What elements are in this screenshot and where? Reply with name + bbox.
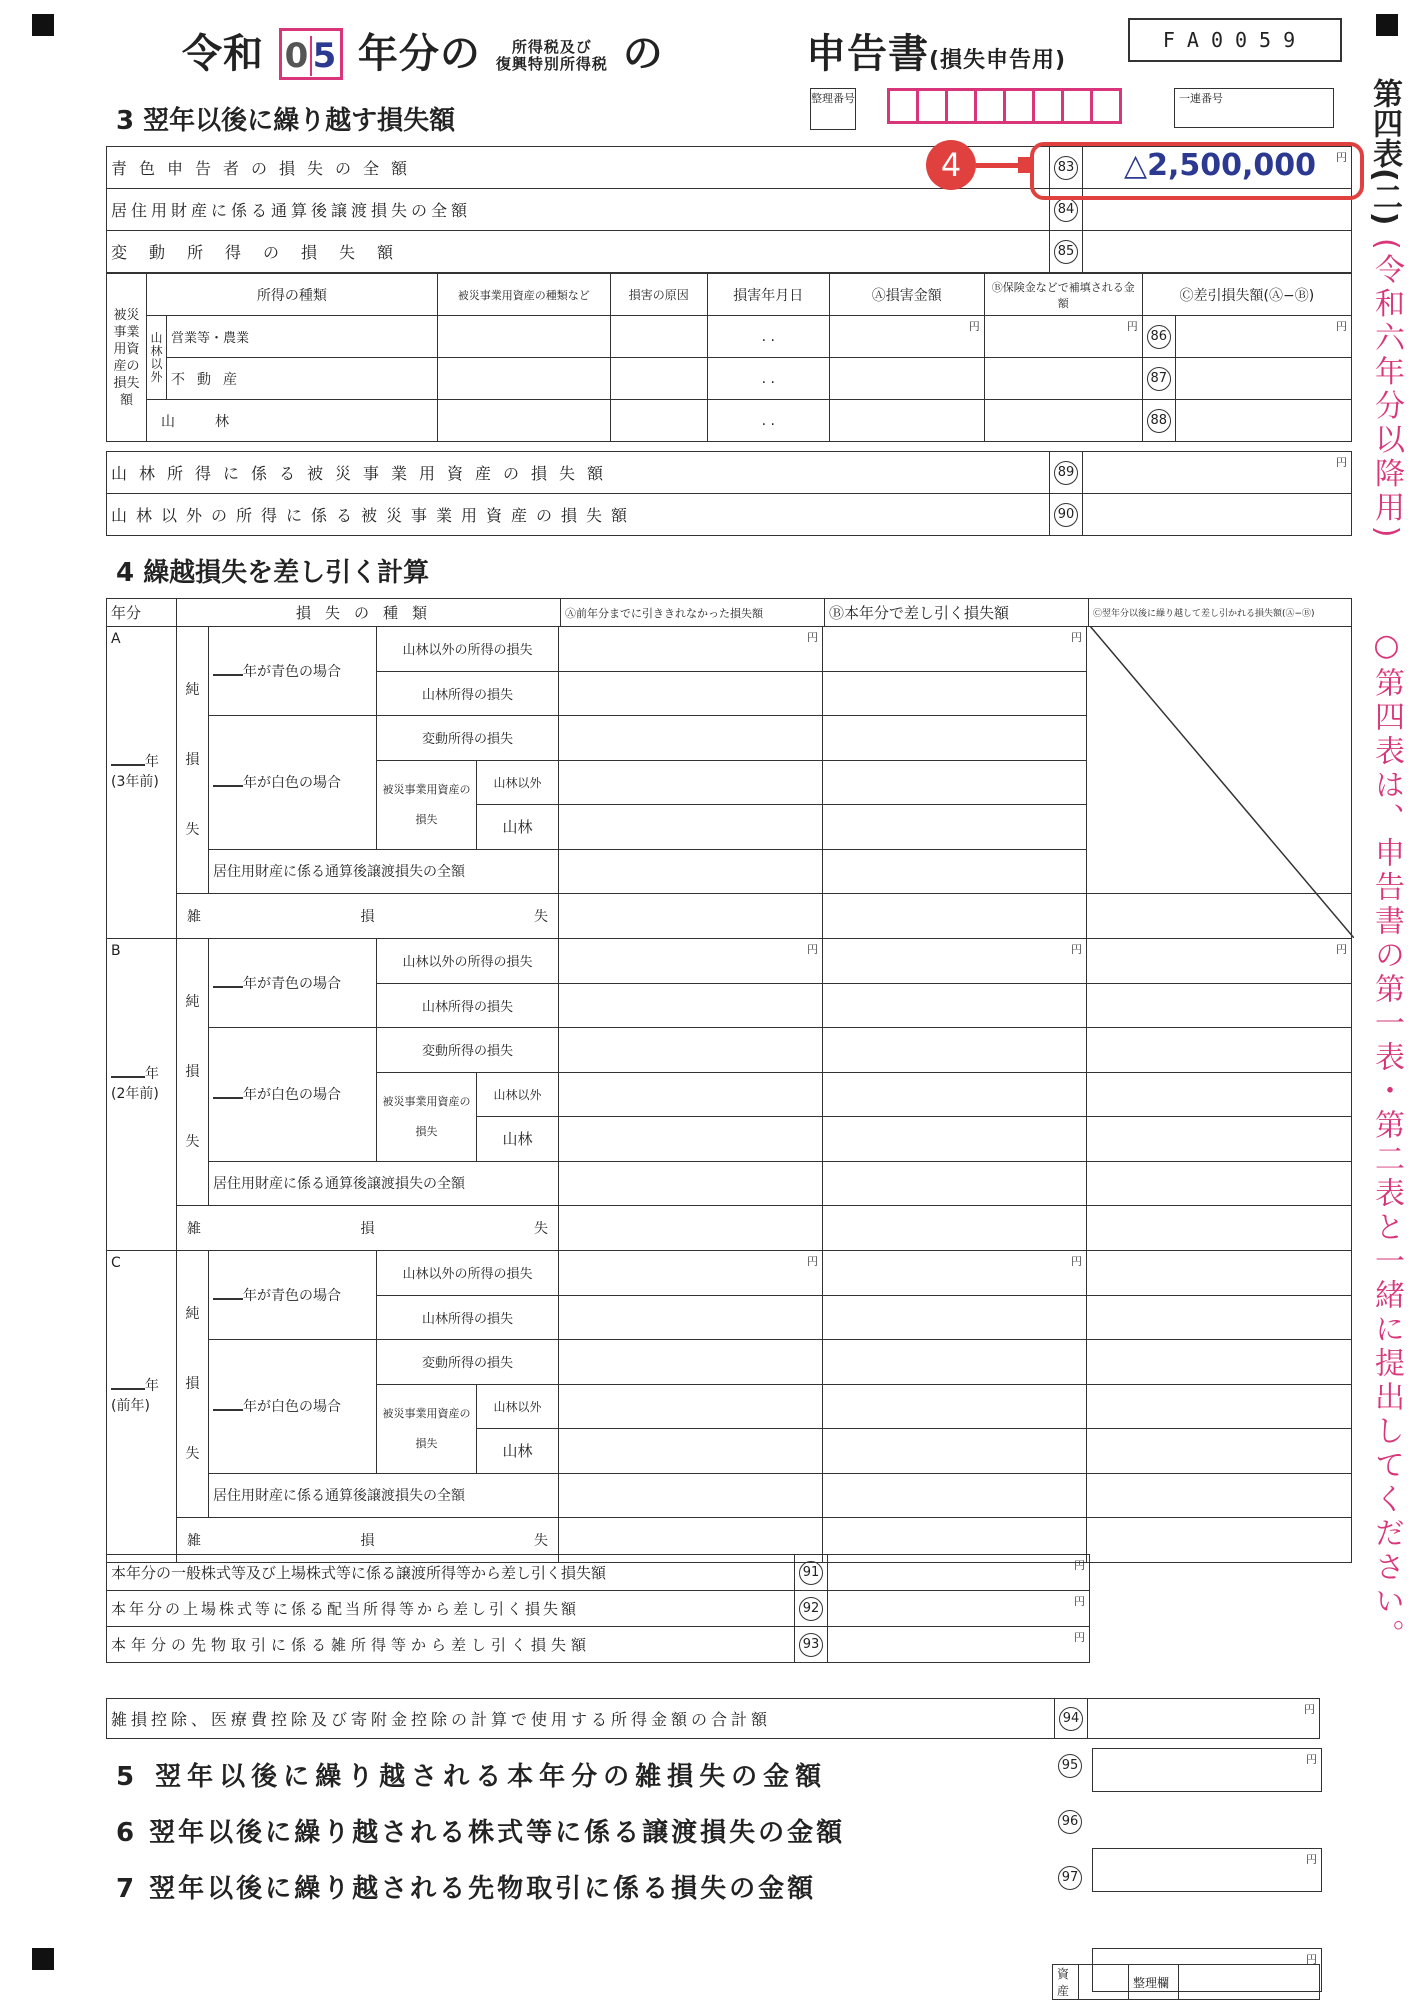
carryforward-field[interactable] <box>1087 1295 1352 1340</box>
amount-86-field[interactable]: 円 <box>1175 316 1351 358</box>
current-deduct-field[interactable] <box>823 1429 1087 1474</box>
carryforward-field[interactable] <box>1087 1429 1352 1474</box>
prior-loss-field[interactable] <box>559 1117 823 1162</box>
current-deduct-field[interactable] <box>823 805 1087 850</box>
insurance-field[interactable]: 円 <box>984 316 1142 358</box>
table-row: 本年分の先物取引に係る雑所得等から差し引く損失額 93 円 <box>107 1627 1090 1663</box>
table-row: 本年分の一般株式等及び上場株式等に係る譲渡所得等から差し引く損失額 91 円 <box>107 1555 1090 1591</box>
prior-loss-field[interactable] <box>559 1161 823 1206</box>
corner-mark <box>32 14 54 36</box>
amount-95-field[interactable]: 円 <box>1092 1748 1322 1792</box>
prior-loss-field[interactable]: 円 <box>559 627 823 672</box>
seiri-number-boxes[interactable] <box>890 88 1122 128</box>
amount-93-field[interactable]: 円 <box>828 1627 1090 1663</box>
table-row: 雑損控除、医療費控除及び寄附金控除の計算で使用する所得金額の合計額 94 円 <box>107 1699 1320 1739</box>
amount-91-field[interactable]: 円 <box>828 1555 1090 1591</box>
final-row-96: 96 <box>1058 1810 1082 1834</box>
table-row: 不動産 . . 87 <box>107 358 1352 400</box>
table-row: 山林所得に係る被災事業用資産の損失額 89 円 <box>107 452 1352 494</box>
amount-83-field[interactable]: 円 <box>1083 147 1352 189</box>
prior-loss-field[interactable] <box>559 1072 823 1117</box>
table-row: 居住用財産に係る通算後譲渡損失の全額 <box>107 1161 1352 1206</box>
table-row: 被災事業用資産の損失 山林以外 <box>107 1384 1352 1429</box>
carryover-block-b <box>106 938 1352 1251</box>
final-row-label: 5 翌年以後に繰り越される本年分の雑損失の金額 <box>116 1762 828 1792</box>
amount-83-value: △2,500,000 <box>1124 148 1316 183</box>
current-deduct-field[interactable] <box>823 1340 1087 1385</box>
prior-loss-field[interactable] <box>559 1028 823 1073</box>
table-row: 居住用財産に係る通算後譲渡損失の全額 <box>107 1473 1352 1518</box>
table-row: 年が白色の場合 変動所得の損失 <box>107 1028 1352 1073</box>
carryforward-field[interactable] <box>1087 1340 1352 1385</box>
carryforward-field[interactable] <box>1087 1072 1352 1117</box>
current-deduct-field[interactable] <box>823 1117 1087 1162</box>
table-row: 青色申告者の損失の全額 83 円 <box>107 147 1352 189</box>
table-row: 山林 . . 88 <box>107 400 1352 442</box>
table-row: B 年 (2年前) 純 損 失 年が青色の場合 山林以外の所得の損失 円 円 円 <box>107 939 1352 984</box>
cause-field[interactable] <box>610 316 707 358</box>
damage-amount-field[interactable]: 円 <box>829 316 984 358</box>
summary-table <box>106 1554 1090 1663</box>
ichiren-field[interactable]: 一連番号 <box>1174 88 1334 128</box>
table-row: 居住用財産に係る通算後譲渡損失の全額 <box>107 849 1352 894</box>
final-row-label: 7 翌年以後に繰り越される先物取引に係る損失の金額 <box>116 1874 817 1904</box>
amount-94-field[interactable]: 円 <box>1088 1699 1320 1739</box>
form-header: 令和 05 年分の 所得税及び 復興特別所得税 の <box>182 22 664 80</box>
table-row: 山林以外 営業等・農業 . . 円 円 86 円 <box>107 316 1352 358</box>
prior-loss-field[interactable] <box>559 894 823 939</box>
carryforward-field[interactable] <box>1087 1206 1352 1251</box>
table-row: 山林 <box>107 1117 1352 1162</box>
prior-loss-field[interactable] <box>559 983 823 1028</box>
table-row: 山林以外の所得に係る被災事業用資産の損失額 90 <box>107 494 1352 536</box>
current-deduct-field[interactable] <box>823 1473 1087 1518</box>
prior-loss-field[interactable] <box>559 1340 823 1385</box>
asset-type-field[interactable] <box>437 316 610 358</box>
carryforward-field[interactable] <box>1087 1518 1352 1563</box>
current-deduct-field[interactable] <box>823 849 1087 894</box>
table-row: 年が白色の場合 変動所得の損失 <box>107 1340 1352 1385</box>
final-row-97: 97 <box>1058 1866 1082 1890</box>
section-4-title: 4 繰越損失を差し引く計算 <box>116 558 430 588</box>
prior-loss-field[interactable]: 円 <box>559 1251 823 1296</box>
prior-loss-field[interactable] <box>559 1384 823 1429</box>
amount-97-field[interactable]: 円 <box>1092 1948 1322 1992</box>
carryforward-field[interactable] <box>1087 1473 1352 1518</box>
total-table <box>106 1698 1320 1739</box>
carryforward-field[interactable] <box>1087 1384 1352 1429</box>
amount-85-field[interactable] <box>1083 231 1352 273</box>
corner-mark <box>1376 14 1398 36</box>
callout-connector-end <box>1018 157 1034 173</box>
disaster-summary-table <box>106 451 1352 536</box>
table-row: C 年 (前年) 純 損 失 年が青色の場合 山林以外の所得の損失 円 円 <box>107 1251 1352 1296</box>
era-label: 令和 <box>182 31 264 77</box>
carryforward-field[interactable]: 円 <box>1087 939 1352 984</box>
table-row: 資産 整理欄 <box>1053 1965 1320 2000</box>
table-row: 変動所得の損失額 85 <box>107 231 1352 273</box>
table-row: 年が白色の場合 変動所得の損失 <box>107 716 1352 761</box>
table-row: 山林 <box>107 1429 1352 1474</box>
table-row: A 年 (3年前) 純 損 失 年が青色の場合 山林以外の所得の損失 円 円 <box>107 627 1352 672</box>
current-deduct-field[interactable] <box>823 1295 1087 1340</box>
prior-loss-field[interactable] <box>559 1473 823 1518</box>
amount-96-field[interactable]: 円 <box>1092 1848 1322 1892</box>
prior-loss-field[interactable] <box>559 1295 823 1340</box>
current-deduct-field[interactable] <box>823 1206 1087 1251</box>
current-deduct-field[interactable] <box>823 1028 1087 1073</box>
prior-loss-field[interactable] <box>559 1206 823 1251</box>
diagonal-strike <box>1090 626 1354 938</box>
current-deduct-field[interactable] <box>823 671 1087 716</box>
section-4-header <box>106 598 1352 627</box>
current-deduct-field[interactable]: 円 <box>823 939 1087 984</box>
amount-87-field[interactable] <box>1175 358 1351 400</box>
table-row: 年分 損失の種類 Ⓐ前年分までに引ききれなかった損失額 Ⓑ本年分で差し引く損失額 Ⓒ翌年分以後に繰り越して差し引かれる損失額(Ⓐ−Ⓑ) <box>107 599 1352 627</box>
amount-92-field[interactable]: 円 <box>828 1591 1090 1627</box>
table-row: 山林 <box>107 805 1352 850</box>
form-code: FA0059 <box>1128 18 1342 62</box>
prior-loss-field[interactable] <box>559 1429 823 1474</box>
disaster-table <box>106 273 1352 442</box>
seiri-label: 整理番号 <box>810 88 856 130</box>
carryforward-field[interactable] <box>1087 1251 1352 1296</box>
callout-connector <box>976 163 1022 168</box>
side-note-submit: ○第四表は、申告書の第一表・第二表と一緒に提出してください。 <box>1369 628 1404 1653</box>
amount-88-field[interactable] <box>1175 400 1351 442</box>
current-deduct-field[interactable]: 円 <box>823 1251 1087 1296</box>
table-row: 雑 損 失 <box>107 1206 1352 1251</box>
amount-89-field[interactable]: 円 <box>1083 452 1352 494</box>
corner-mark <box>32 1948 54 1970</box>
prior-loss-field[interactable] <box>559 849 823 894</box>
current-deduct-field[interactable]: 円 <box>823 627 1087 672</box>
current-deduct-field[interactable] <box>823 716 1087 761</box>
year-box: 05 <box>279 28 343 80</box>
carryforward-field[interactable] <box>1087 1028 1352 1073</box>
prior-loss-field[interactable] <box>559 716 823 761</box>
final-row-95: 95 <box>1058 1754 1082 1778</box>
prior-loss-field[interactable] <box>559 805 823 850</box>
table-row: 雑 損 失 <box>107 894 1352 939</box>
carryforward-field[interactable] <box>1087 1161 1352 1206</box>
side-title: 第四表(二) <box>1367 78 1402 226</box>
current-deduct-field[interactable] <box>823 983 1087 1028</box>
carryover-block-c <box>106 1250 1352 1563</box>
table-row: 山林所得の損失 <box>107 983 1352 1028</box>
callout-badge: 4 <box>926 140 976 190</box>
current-deduct-field[interactable] <box>823 1384 1087 1429</box>
damage-date-field[interactable]: . . <box>707 316 829 358</box>
prior-loss-field[interactable] <box>559 760 823 805</box>
final-row-label: 6 翌年以後に繰り越される株式等に係る譲渡損失の金額 <box>116 1818 846 1848</box>
prior-loss-field[interactable]: 円 <box>559 939 823 984</box>
table-row: 本年分の上場株式等に係る配当所得等から差し引く損失額 92 円 <box>107 1591 1090 1627</box>
table-row: 山林所得の損失 <box>107 1295 1352 1340</box>
highlight-box <box>1030 142 1364 200</box>
footer-box <box>1052 1964 1320 2000</box>
current-deduct-field[interactable] <box>823 894 1087 939</box>
prior-loss-field[interactable] <box>559 671 823 716</box>
current-deduct-field[interactable] <box>823 1072 1087 1117</box>
current-deduct-field[interactable] <box>823 760 1087 805</box>
table-row: 被災事業用資産の損失 山林以外 <box>107 1072 1352 1117</box>
form-title: 申告書(損失申告用) <box>806 31 1067 77</box>
section-3-title: 3 翌年以後に繰り越す損失額 <box>116 106 456 136</box>
table-row: 山林所得の損失 <box>107 671 1352 716</box>
table-row: 雑 損 失 <box>107 1518 1352 1563</box>
table-row: 被災事業用資産の損失額 所得の種類 被災事業用資産の種類など 損害の原因 損害年月日 Ⓐ損害金額 Ⓑ保険金などで補填される金額 Ⓒ差引損失額(Ⓐ−Ⓑ) <box>107 274 1352 316</box>
amount-90-field[interactable] <box>1083 494 1352 536</box>
side-note-years: (令和六年分以降用) <box>1369 238 1404 542</box>
carryforward-field[interactable] <box>1087 1117 1352 1162</box>
table-row: 被災事業用資産の損失 山林以外 <box>107 760 1352 805</box>
carryforward-field[interactable] <box>1087 983 1352 1028</box>
current-deduct-field[interactable] <box>823 1161 1087 1206</box>
table-row: 居住用財産に係る通算後譲渡損失の全額 84 <box>107 189 1352 231</box>
